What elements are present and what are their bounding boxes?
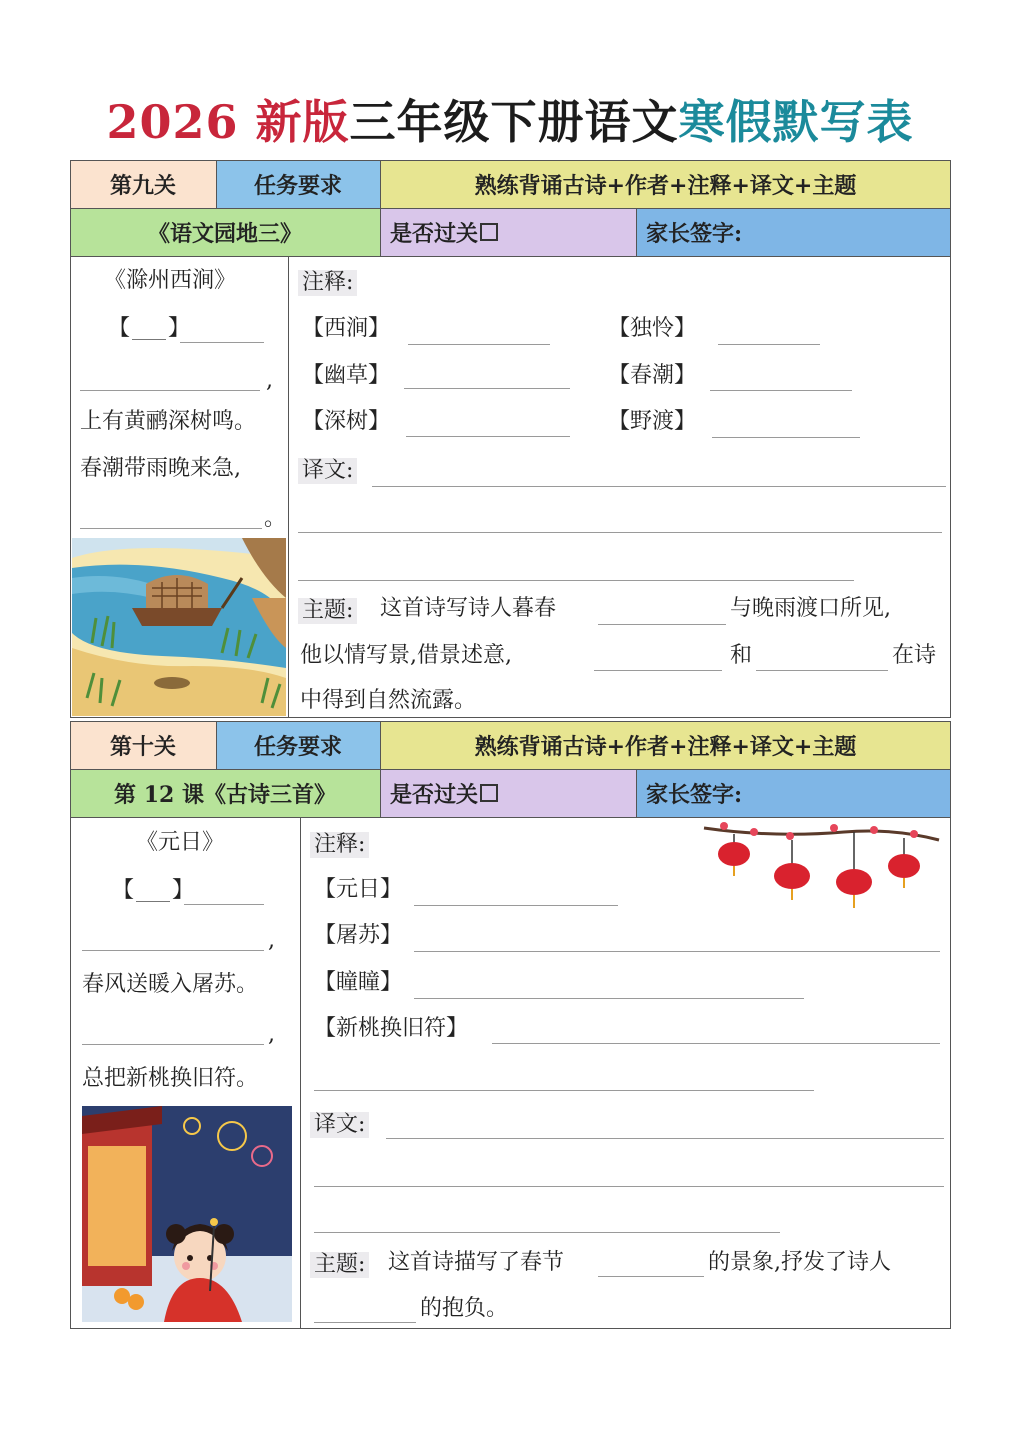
level10-blank-line bbox=[82, 1044, 264, 1045]
level9-theme-blank[interactable] bbox=[756, 670, 888, 671]
level9-poem-line: 上有黄鹂深树鸣。 bbox=[80, 409, 257, 434]
level9-note-item: 【独怜】 bbox=[608, 316, 697, 341]
level9-note-blank[interactable] bbox=[404, 388, 570, 389]
level9-pass-label: 是否过关 bbox=[390, 220, 479, 247]
level9-translation-line[interactable] bbox=[372, 486, 946, 487]
level9-note-item: 【野渡】 bbox=[608, 409, 697, 434]
level9-translation-line[interactable] bbox=[298, 580, 854, 581]
level10-note-blank[interactable] bbox=[414, 951, 940, 952]
level10-translation-line[interactable] bbox=[314, 1232, 780, 1233]
level10-level-label: 第十关 bbox=[70, 721, 216, 769]
level9-task-text: 熟练背诵古诗+作者+注释+译文+主题 bbox=[380, 160, 951, 208]
level9-task-label: 任务要求 bbox=[216, 160, 380, 208]
level10-theme-text: 的景象,抒发了诗人 bbox=[708, 1250, 891, 1275]
level9-theme-text: 与晚雨渡口所见, bbox=[730, 596, 891, 621]
level10-theme-blank[interactable] bbox=[598, 1276, 704, 1277]
level10-translation-label: 译文: bbox=[310, 1112, 369, 1138]
level9-theme-text: 这首诗写诗人暮春 bbox=[380, 596, 557, 621]
level9-blank-line bbox=[80, 390, 260, 391]
level9-theme-text: 中得到自然流露。 bbox=[300, 688, 477, 713]
boat-illustration bbox=[72, 538, 286, 716]
level10-task-label: 任务要求 bbox=[216, 721, 380, 769]
level9-note-item: 【春潮】 bbox=[608, 363, 697, 388]
level9-lesson: 《语文园地三》 bbox=[70, 208, 380, 256]
level9-theme-blank[interactable] bbox=[598, 624, 726, 625]
title-part2: 三年级下册语文 bbox=[349, 95, 679, 149]
level10-translation-line[interactable] bbox=[386, 1138, 944, 1139]
level9-notes-label: 注释: bbox=[298, 270, 357, 296]
level10-theme-text: 这首诗描写了春节 bbox=[388, 1250, 565, 1275]
level10-note-blank[interactable] bbox=[314, 1090, 814, 1091]
level9-note-blank[interactable] bbox=[406, 436, 570, 437]
level10-theme-label: 主题: bbox=[310, 1252, 369, 1278]
level9-level-label: 第九关 bbox=[70, 160, 216, 208]
title-part1: 2026 新版 bbox=[106, 95, 350, 149]
level10-note-blank[interactable] bbox=[492, 1043, 940, 1044]
level9-theme-text: 他以情写景,借景述意, bbox=[300, 643, 512, 668]
title-part3: 寒假默写表 bbox=[678, 95, 914, 149]
level10-note-item: 【瞳瞳】 bbox=[314, 970, 403, 995]
level10-poem-title: 《元日》 bbox=[136, 830, 225, 855]
level9-period: 。 bbox=[264, 506, 287, 531]
level9-theme-blank[interactable] bbox=[594, 670, 722, 671]
level9-translation-line[interactable] bbox=[298, 532, 942, 533]
level9-note-item: 【深树】 bbox=[302, 409, 391, 434]
level10-blank-line bbox=[82, 950, 264, 951]
lantern-branch-illustration bbox=[694, 818, 944, 914]
level9-note-blank[interactable] bbox=[712, 437, 860, 438]
level10-author-blank: 【 】 bbox=[112, 878, 195, 903]
level9-comma: , bbox=[266, 368, 273, 393]
level10-note-item: 【新桃换旧符】 bbox=[314, 1016, 469, 1041]
level9-theme-text: 在诗 bbox=[892, 643, 937, 668]
level9-blank-line bbox=[80, 528, 262, 529]
level9-theme-text: 和 bbox=[730, 643, 753, 668]
level9-note-blank[interactable] bbox=[718, 344, 820, 345]
level9-poem-title: 《滁州西涧》 bbox=[104, 268, 237, 293]
level10-theme-text: 的抱负。 bbox=[420, 1296, 509, 1321]
level10-note-blank[interactable] bbox=[414, 905, 618, 906]
level10-blank-line bbox=[184, 904, 264, 905]
level10-task-text: 熟练背诵古诗+作者+注释+译文+主题 bbox=[380, 721, 951, 769]
level9-translation-label: 译文: bbox=[298, 458, 357, 484]
level10-poem-line: 春风送暖入屠苏。 bbox=[82, 972, 259, 997]
level9-note-blank[interactable] bbox=[408, 344, 550, 345]
level10-notes-label: 注释: bbox=[310, 832, 369, 858]
level10-poem-line: 总把新桃换旧符。 bbox=[82, 1066, 259, 1091]
level9-theme-label: 主题: bbox=[298, 598, 357, 624]
level10-comma: , bbox=[268, 1022, 275, 1047]
level10-translation-line[interactable] bbox=[314, 1186, 944, 1187]
level9-blank-line bbox=[180, 342, 264, 343]
level10-pass-label: 是否过关 bbox=[390, 781, 479, 808]
level10-comma: , bbox=[268, 928, 275, 953]
level10-note-item: 【元日】 bbox=[314, 877, 403, 902]
level10-parent-sign: 家长签字: bbox=[636, 769, 951, 817]
new-year-girl-illustration bbox=[82, 1106, 292, 1322]
level10-note-blank[interactable] bbox=[414, 998, 804, 999]
level10-theme-blank[interactable] bbox=[314, 1322, 416, 1323]
level9-note-blank[interactable] bbox=[710, 390, 852, 391]
level9-note-item: 【西涧】 bbox=[302, 316, 391, 341]
level9-parent-sign: 家长签字: bbox=[636, 208, 951, 256]
level9-author-blank: 【 】 bbox=[108, 316, 191, 341]
page-title bbox=[0, 86, 1020, 156]
level10-lesson: 第 12 课《古诗三首》 bbox=[70, 769, 380, 817]
level10-note-item: 【屠苏】 bbox=[314, 923, 403, 948]
level9-note-item: 【幽草】 bbox=[302, 363, 391, 388]
level9-poem-line: 春潮带雨晚来急, bbox=[80, 456, 241, 481]
